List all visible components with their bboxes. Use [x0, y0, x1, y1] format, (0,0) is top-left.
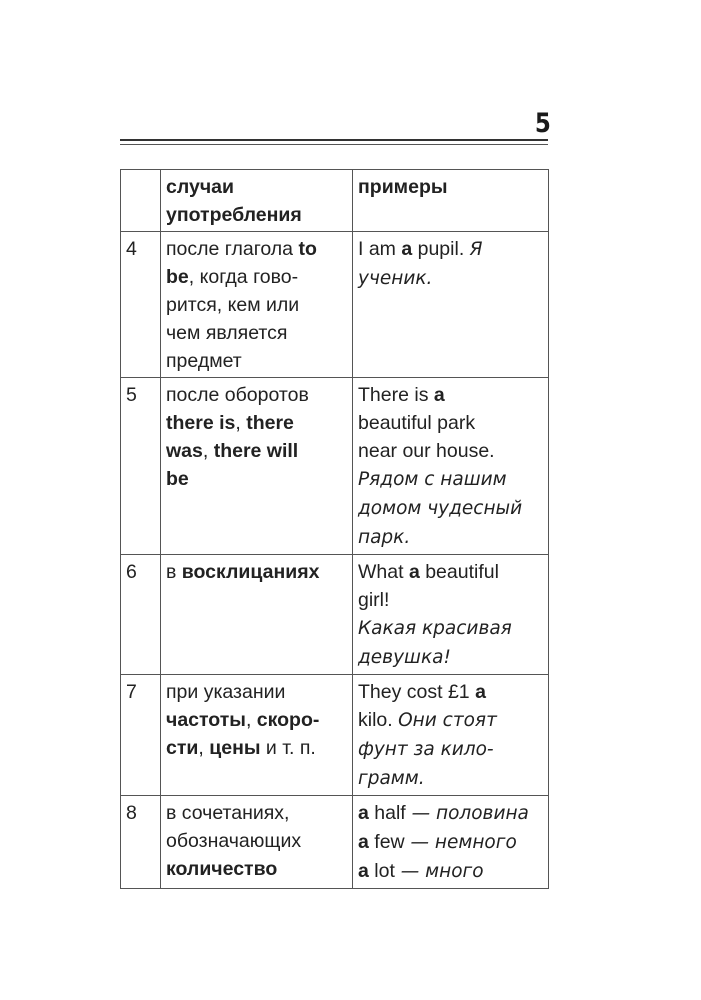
example-line [358, 523, 543, 552]
header-num-cell [121, 170, 161, 232]
example-line [358, 614, 543, 643]
bold-term: there [246, 412, 294, 434]
bold-term: цены [209, 737, 261, 759]
plain-text: pupil. [412, 238, 470, 260]
bold-term: there is [166, 412, 236, 434]
plain-text: beautiful park [358, 412, 476, 434]
example-line [358, 409, 543, 437]
plain-text: после оборотов [166, 384, 309, 406]
plain-text: , [245, 709, 257, 731]
row-number-cell: 5 [121, 378, 161, 555]
bold-term: a [433, 384, 445, 406]
plain-text: They cost £1 [358, 681, 476, 703]
usage-case-line [166, 558, 347, 586]
plain-text: и т. п. [260, 737, 316, 759]
plain-text: предмет [166, 350, 242, 372]
example-line [358, 437, 543, 465]
bold-term: a [401, 238, 413, 260]
header-rule-thin [120, 144, 548, 145]
bold-term: сти [166, 737, 199, 759]
usage-case-cell [161, 378, 353, 555]
bold-term: be [166, 468, 189, 490]
page-number: 5 [534, 108, 550, 139]
example-line [358, 264, 543, 293]
bold-term: восклицаниях [181, 561, 320, 583]
usage-case-line [166, 263, 347, 291]
plain-text: few [368, 831, 405, 853]
usage-case-cell [161, 796, 353, 889]
example-line [358, 828, 543, 857]
plain-text: в [166, 561, 182, 583]
bold-term: скоро- [256, 709, 320, 731]
usage-case-line [166, 678, 347, 706]
plain-text: , когда гово- [188, 266, 299, 288]
table-row [121, 555, 549, 675]
translation-text: парк. [358, 527, 411, 548]
plain-text: после глагола [166, 238, 299, 260]
example-line [358, 586, 543, 614]
examples-cell [353, 378, 549, 555]
plain-text: чем является [166, 322, 288, 344]
row-number-cell: 7 [121, 675, 161, 796]
plain-text: There is [358, 384, 434, 406]
plain-text: при указании [166, 681, 286, 703]
example-line [358, 857, 543, 886]
plain-text: lot [368, 860, 395, 882]
row-number-cell: 4 [121, 232, 161, 378]
usage-case-line [166, 409, 347, 437]
bold-term: a [358, 802, 369, 824]
example-line [358, 643, 543, 672]
plain-text: обозначающих [166, 830, 302, 852]
plain-text: в сочетаниях, [166, 802, 290, 824]
header-rule-thick [120, 139, 548, 141]
example-line [358, 678, 543, 706]
usage-case-line [166, 706, 347, 734]
plain-text: , [198, 737, 210, 759]
usage-case-line [166, 827, 347, 855]
header-case-line: употребления [166, 204, 302, 226]
header-case-cell [161, 170, 353, 232]
usage-case-cell [161, 232, 353, 378]
usage-case-line [166, 381, 347, 409]
usage-case-line [166, 855, 347, 883]
header-examples-cell: примеры [353, 170, 549, 232]
bold-term: частоты [166, 709, 246, 731]
example-line [358, 235, 543, 264]
example-line [358, 764, 543, 793]
example-line [358, 706, 543, 735]
usage-case-line [166, 291, 347, 319]
row-number-cell: 6 [121, 555, 161, 675]
translation-text: Я [469, 239, 483, 260]
row-number-cell: 8 [121, 796, 161, 889]
usage-case-line [166, 465, 347, 493]
translation-text: Рядом с нашим [358, 469, 507, 490]
table-row [121, 675, 549, 796]
usage-case-cell [161, 675, 353, 796]
bold-term: was [166, 440, 203, 462]
examples-cell [353, 232, 549, 378]
translation-text: домом чудесный [358, 498, 523, 519]
translation-text: — половина [405, 803, 529, 824]
usage-case-line [166, 347, 347, 375]
plain-text: beautiful [419, 561, 499, 583]
example-line [358, 494, 543, 523]
plain-text: рится, кем или [166, 294, 300, 316]
bold-term: a [475, 681, 486, 703]
plain-text: half [368, 802, 406, 824]
usage-case-cell [161, 555, 353, 675]
examples-cell [353, 796, 549, 889]
usage-case-line [166, 437, 347, 465]
example-line [358, 735, 543, 764]
translation-text: фунт за кило- [358, 739, 494, 760]
bold-term: to [298, 238, 317, 260]
bold-term: a [408, 561, 420, 583]
table-row [121, 796, 549, 889]
table-header-row [121, 170, 549, 232]
usage-case-line [166, 319, 347, 347]
example-line [358, 465, 543, 494]
bold-term: a [358, 831, 369, 853]
translation-text: — много [394, 861, 484, 882]
plain-text: , [202, 440, 214, 462]
usage-case-line [166, 799, 347, 827]
bold-term: be [166, 266, 189, 288]
example-line [358, 558, 543, 586]
example-line [358, 799, 543, 828]
plain-text: What [358, 561, 409, 583]
table-row [121, 232, 549, 378]
plain-text: girl! [358, 589, 390, 611]
plain-text: , [235, 412, 247, 434]
plain-text: I am [358, 238, 402, 260]
usage-case-line [166, 734, 347, 762]
bold-term: a [358, 860, 369, 882]
article-usage-table [120, 169, 549, 889]
example-line [358, 381, 543, 409]
usage-case-line [166, 235, 347, 263]
table-row [121, 378, 549, 555]
translation-text: девушка! [358, 647, 451, 668]
bold-term: there will [213, 440, 299, 462]
plain-text: near our house. [358, 440, 495, 462]
examples-cell [353, 555, 549, 675]
bold-term: количество [166, 858, 278, 880]
translation-text: Какая красивая [358, 618, 512, 639]
translation-text: — немного [404, 832, 517, 853]
header-case-line: случаи [166, 176, 234, 198]
translation-text: ученик. [358, 268, 433, 289]
examples-cell [353, 675, 549, 796]
translation-text: грамм. [358, 768, 425, 789]
plain-text: kilo. [358, 709, 399, 731]
translation-text: Они стоят [398, 710, 497, 731]
